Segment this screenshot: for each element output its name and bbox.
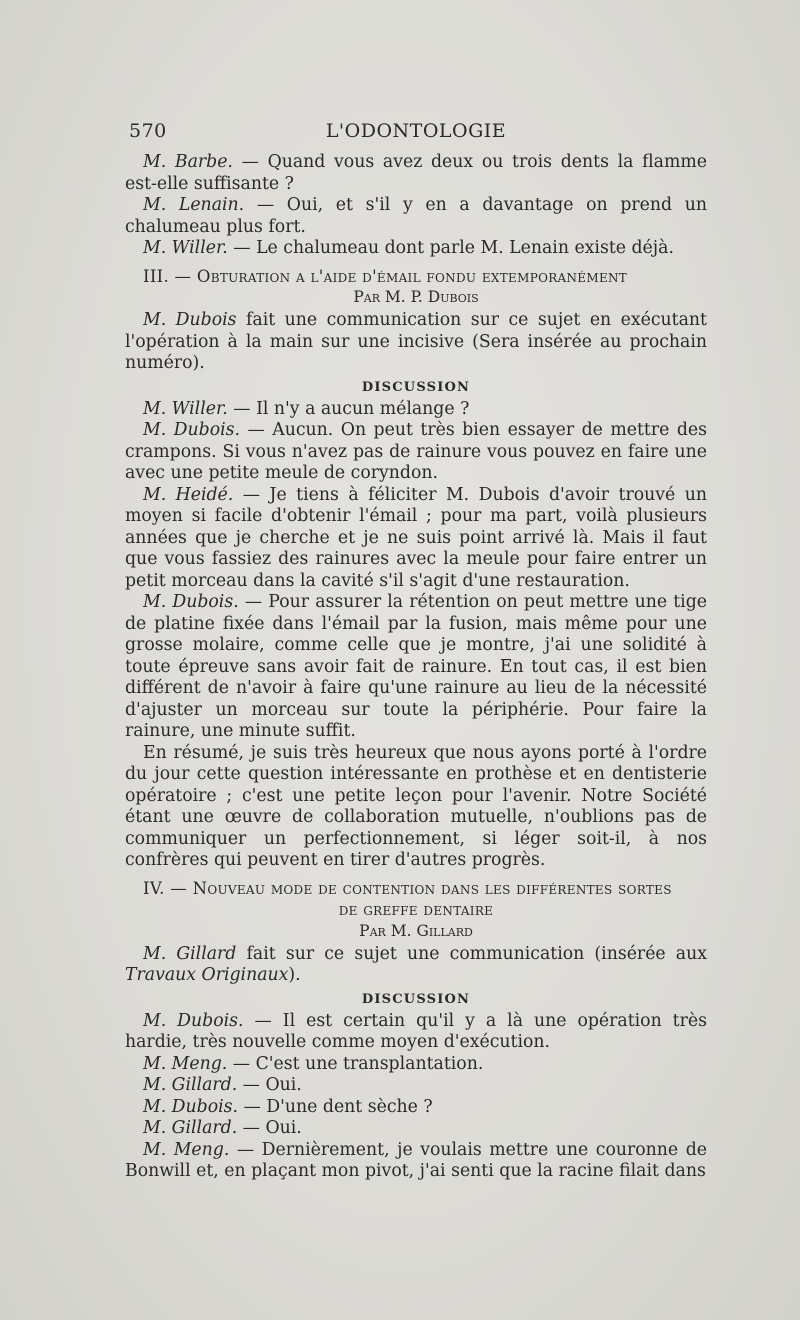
paragraph-text: — Pour assurer la rétention on peut mettre une tige de platine fixée dans l'émail par la fusion, mais même pour une grosse molaire, comme celle que je montre, j'ai une solidité à toute épreuve sans avoir fait de rainure. En tout cas, il est bien différent de n'avoir à faire qu'une rainure au lieu de la nécessité d'ajuster un morceau sur toute la périphérie. Pour faire la rainure, une minute suffit. [125,592,707,741]
paragraph-text: — Je tiens à féliciter M. Dubois d'avoir trouvé un moyen si facile d'obtenir l'émail ; pour ma part, voilà plusieurs années que je cherche et je ne suis point arrivé là. Mais il faut que vous fassiez des rainures avec la meule pour faire entrer un petit morceau dans la cavité s'il s'agit d'une restauration. [125,484,707,591]
speaker: M. Gillard. [143,1118,238,1138]
paragraph [125,1097,707,1119]
speaker: M. Dubois. [143,592,239,612]
section-author: Par M. Gillard [359,921,473,940]
section-heading: IV. — Nouveau mode de contention dans les différentes sortes [143,878,672,898]
paragraph [125,420,707,485]
paragraph-text: ). [288,965,301,985]
speaker: M. Barbe. [143,152,233,172]
paragraph [125,1011,707,1054]
paragraph-text: — Oui, et s'il y en a davantage on prend un chalumeau plus fort. [125,195,708,237]
speaker: M. Heidé. [143,484,234,505]
speaker: M. Willer. [143,238,228,258]
running-title: L'ODONTOLOGIE [325,120,507,142]
speaker: M. Dubois. [143,1010,244,1031]
page-number: 570 [129,120,167,142]
speaker: M. Meng. [143,1053,228,1074]
paragraph [125,310,707,375]
paragraph-text: — Quand vous avez deux ou trois dents la flamme est-elle suffisante ? [125,152,707,194]
paragraph: En résumé, je suis très heureux que nous ayons porté à l'ordre du jour cette question intéressante en prothèse et en dentisterie opératoire ; c'est une petite leçon pour l'avenir. Notre Société étant une œuvre de collaboration mutuelle, n'oublions pas de communiquer un perfectionnement, si léger soit-il, à nos confrères qui peuvent en tirer d'autres progrès. [125,742,707,870]
paragraph-text: — Il n'y a aucun mélange ? [227,398,470,419]
paragraph [125,485,707,593]
paragraph [125,592,707,743]
speaker: M. Willer. [143,398,228,419]
paragraph [125,238,707,260]
paragraph [125,152,707,195]
paragraph [125,399,707,421]
paragraph-text: fait sur ce sujet une communication (insérée aux [236,943,707,964]
paragraph [125,1140,707,1183]
paragraph-text: — Le chalumeau dont parle M. Lenain existe déjà. [227,238,674,258]
discussion-heading: DISCUSSION [361,991,471,1007]
speaker: M. Meng. [143,1139,230,1160]
speaker: M. Gillard [143,943,237,964]
paragraph-text: — C'est une transplantation. [227,1053,484,1074]
page-header [125,120,707,150]
section-heading: III. — Obturation a l'aide d'émail fondu extemporanément [143,266,628,286]
paragraph [125,1075,707,1097]
reference: Travaux Originaux [125,965,289,985]
speaker: M. Dubois. [143,1096,239,1117]
paragraph-text: — D'une dent sèche ? [238,1096,433,1117]
speaker: M. Lenain. [143,195,245,215]
paragraph [125,1054,707,1076]
paragraph-text: — Il est certain qu'il y a là une opération très hardie, très nouvelle comme moyen d'exécution. [125,1010,707,1052]
paragraph-text: — Oui. [237,1118,302,1138]
page-body [125,152,707,1183]
speaker: M. Dubois [143,310,237,330]
paragraph-text: fait une communication sur ce sujet en exécutant l'opération à la main sur une incisive (Sera insérée au prochain numéro). [125,310,707,373]
paragraph [125,195,707,238]
section-heading-continued: de greffe dentaire [338,900,494,919]
section-author: Par M. P. Dubois [353,288,479,306]
paragraph-text: — Dernièrement, je voulais mettre une couronne de Bonwill et, en plaçant mon pivot, j'ai senti que la racine filait dans [125,1139,707,1181]
paragraph-text: — Aucun. On peut très bien essayer de mettre des crampons. Si vous n'avez pas de rainure vous pouvez en faire une avec une petite meule de coryndon. [125,420,707,483]
speaker: M. Dubois. [143,420,241,440]
speaker: M. Gillard. [143,1075,238,1095]
discussion-heading: DISCUSSION [361,379,471,395]
paragraph [125,944,707,987]
paragraph-text: — Oui. [237,1075,302,1095]
paragraph [125,1118,707,1140]
